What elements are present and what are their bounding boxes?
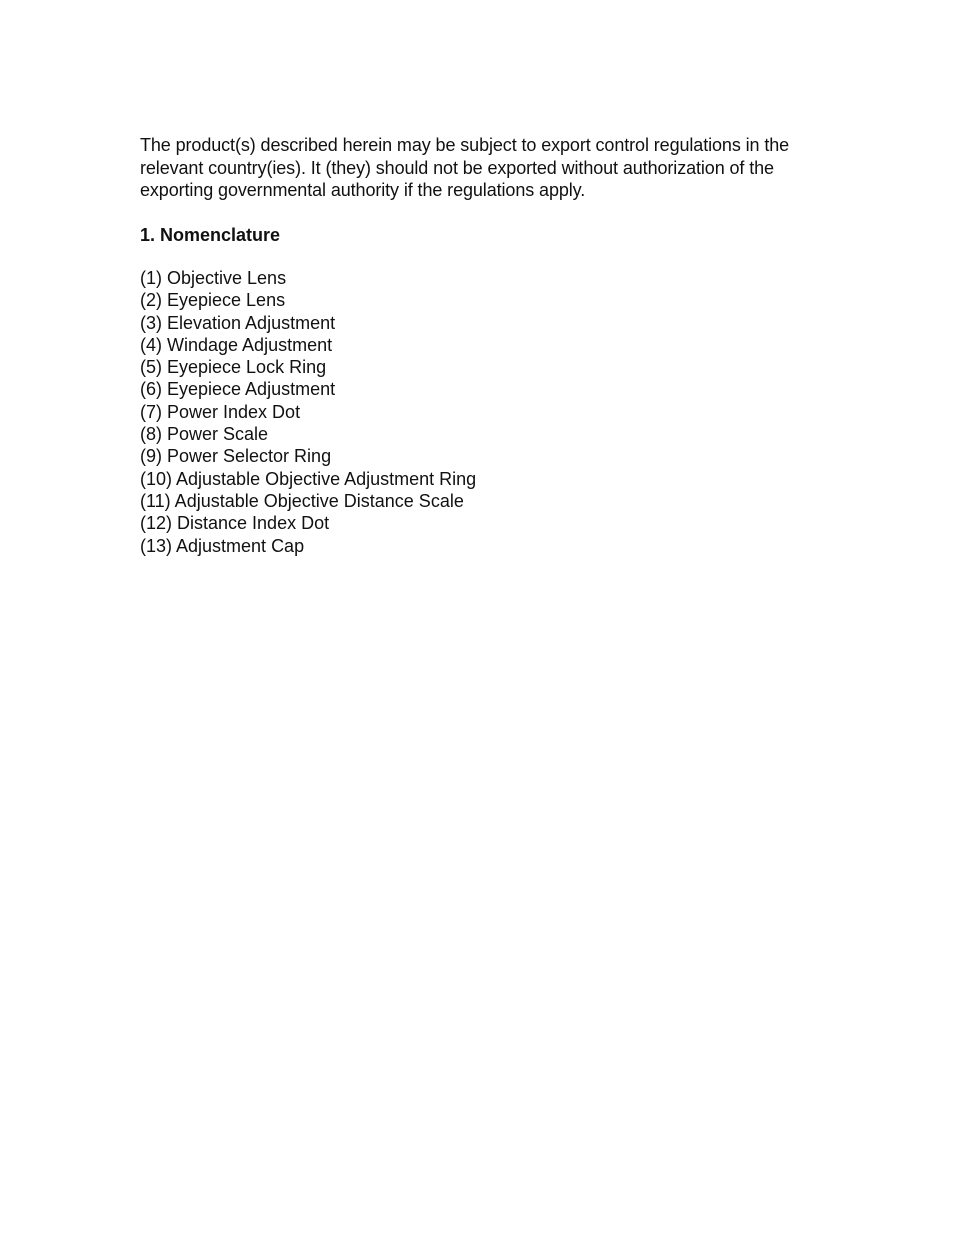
list-item: (6) Eyepiece Adjustment <box>140 379 336 400</box>
list-item: (2) Eyepiece Lens <box>140 290 286 311</box>
export-control-notice: The product(s) described herein may be subject to export control regulations in the relevant country(ies). It (they) should not be exported without authorization of the exporting governmental authority if the regulations apply. <box>140 135 790 200</box>
list-item: (11) Adjustable Objective Distance Scale <box>140 490 464 511</box>
section-heading-nomenclature: 1. Nomenclature <box>140 224 281 245</box>
document-page <box>140 134 830 557</box>
list-item: (9) Power Selector Ring <box>140 446 332 467</box>
list-item: (13) Adjustment Cap <box>140 535 305 556</box>
list-item: (1) Objective Lens <box>140 268 287 288</box>
list-item: (5) Eyepiece Lock Ring <box>140 357 327 378</box>
list-item: (4) Windage Adjustment <box>140 334 333 355</box>
list-item: (10) Adjustable Objective Adjustment Ring <box>140 468 477 489</box>
list-item: (12) Distance Index Dot <box>140 513 330 534</box>
list-item: (7) Power Index Dot <box>140 401 301 422</box>
list-item: (8) Power Scale <box>140 424 269 445</box>
nomenclature-list <box>140 267 830 557</box>
list-item: (3) Elevation Adjustment <box>140 312 336 333</box>
